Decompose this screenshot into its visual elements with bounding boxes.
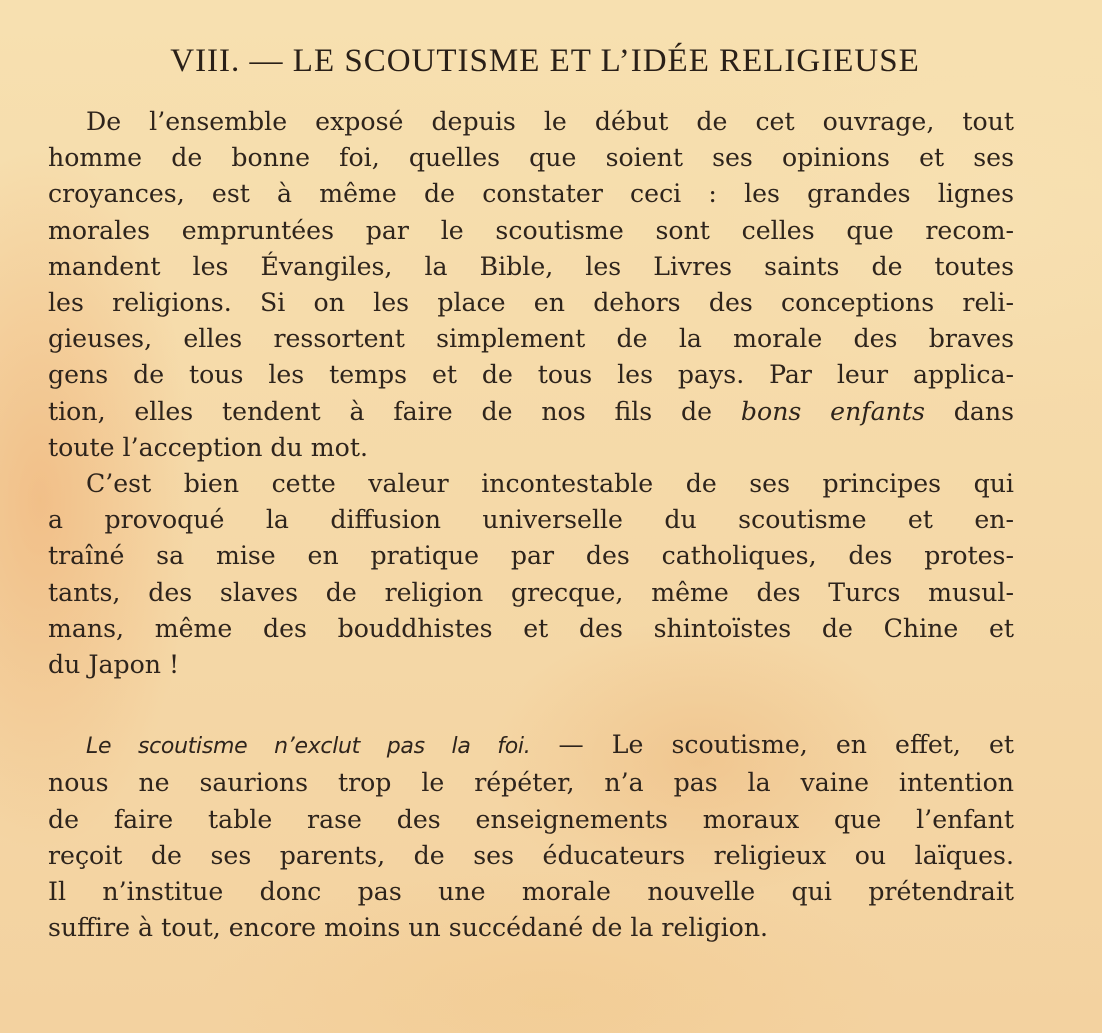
paragraph-2 [48, 466, 1014, 683]
text-line: croyances, est à même de constater ceci : les grandes lignes [48, 179, 1014, 209]
text-line: du Japon ! [48, 650, 180, 680]
text-line: a provoqué la diffusion universelle du scoutisme et en- [48, 505, 1014, 535]
text-segment: — Le scoutisme, en effet, et [530, 730, 1014, 760]
text-line: nous ne saurions trop le répéter, n’a pas la vaine intention [48, 768, 1014, 798]
text-line: toute l’acception du mot. [48, 432, 368, 462]
paragraph-1 [48, 104, 1014, 466]
text-line: Il n’institue donc pas une morale nouvelle qui prétendrait [48, 877, 1014, 907]
section-rubric: Le scoutisme n’exclut pas la foi. [86, 734, 531, 760]
text-segment: dans [924, 396, 1015, 426]
text-segment: tion, elles tendent à faire de nos fils de [48, 396, 741, 426]
section-paragraph [48, 727, 1014, 946]
text-line: mans, même des bouddhistes et des shintoïstes de Chine et [48, 613, 1014, 643]
text-line [48, 394, 1014, 430]
text-line: suffire à tout, encore moins un succédané de la religion. [48, 913, 769, 943]
text-line: gens de tous les temps et de tous les pays. Par leur applica- [48, 360, 1014, 390]
chapter-title: VIII. — LE SCOUTISME ET L’IDÉE RELIGIEUSE [170, 43, 920, 79]
text-line [48, 727, 1014, 765]
text-line: morales empruntées par le scoutisme sont celles que recom- [48, 215, 1014, 245]
text-line: mandent les Évangiles, la Bible, les Livres saints de toutes [48, 251, 1014, 281]
emphasized-text: bons enfants [740, 396, 925, 426]
text-line: De l’ensemble exposé depuis le début de cet ouvrage, tout [86, 107, 1014, 136]
section-gap [48, 683, 1014, 727]
text-line: les religions. Si on les place en dehors des conceptions reli- [48, 288, 1014, 318]
text-line: C’est bien cette valeur incontestable de ses principes qui [86, 469, 1014, 499]
book-page [48, 38, 1014, 946]
text-line: tants, des slaves de religion grecque, même des Turcs musul- [48, 577, 1014, 607]
text-line: reçoit de ses parents, de ses éducateurs religieux ou laïques. [48, 840, 1014, 870]
text-line: traîné sa mise en pratique par des catholiques, des protes- [48, 541, 1014, 571]
text-line: de faire table rase des enseignements moraux que l’enfant [48, 804, 1014, 834]
text-line: gieuses, elles ressortent simplement de la morale des braves [48, 324, 1014, 354]
text-line: homme de bonne foi, quelles que soient ses opinions et ses [48, 143, 1014, 173]
